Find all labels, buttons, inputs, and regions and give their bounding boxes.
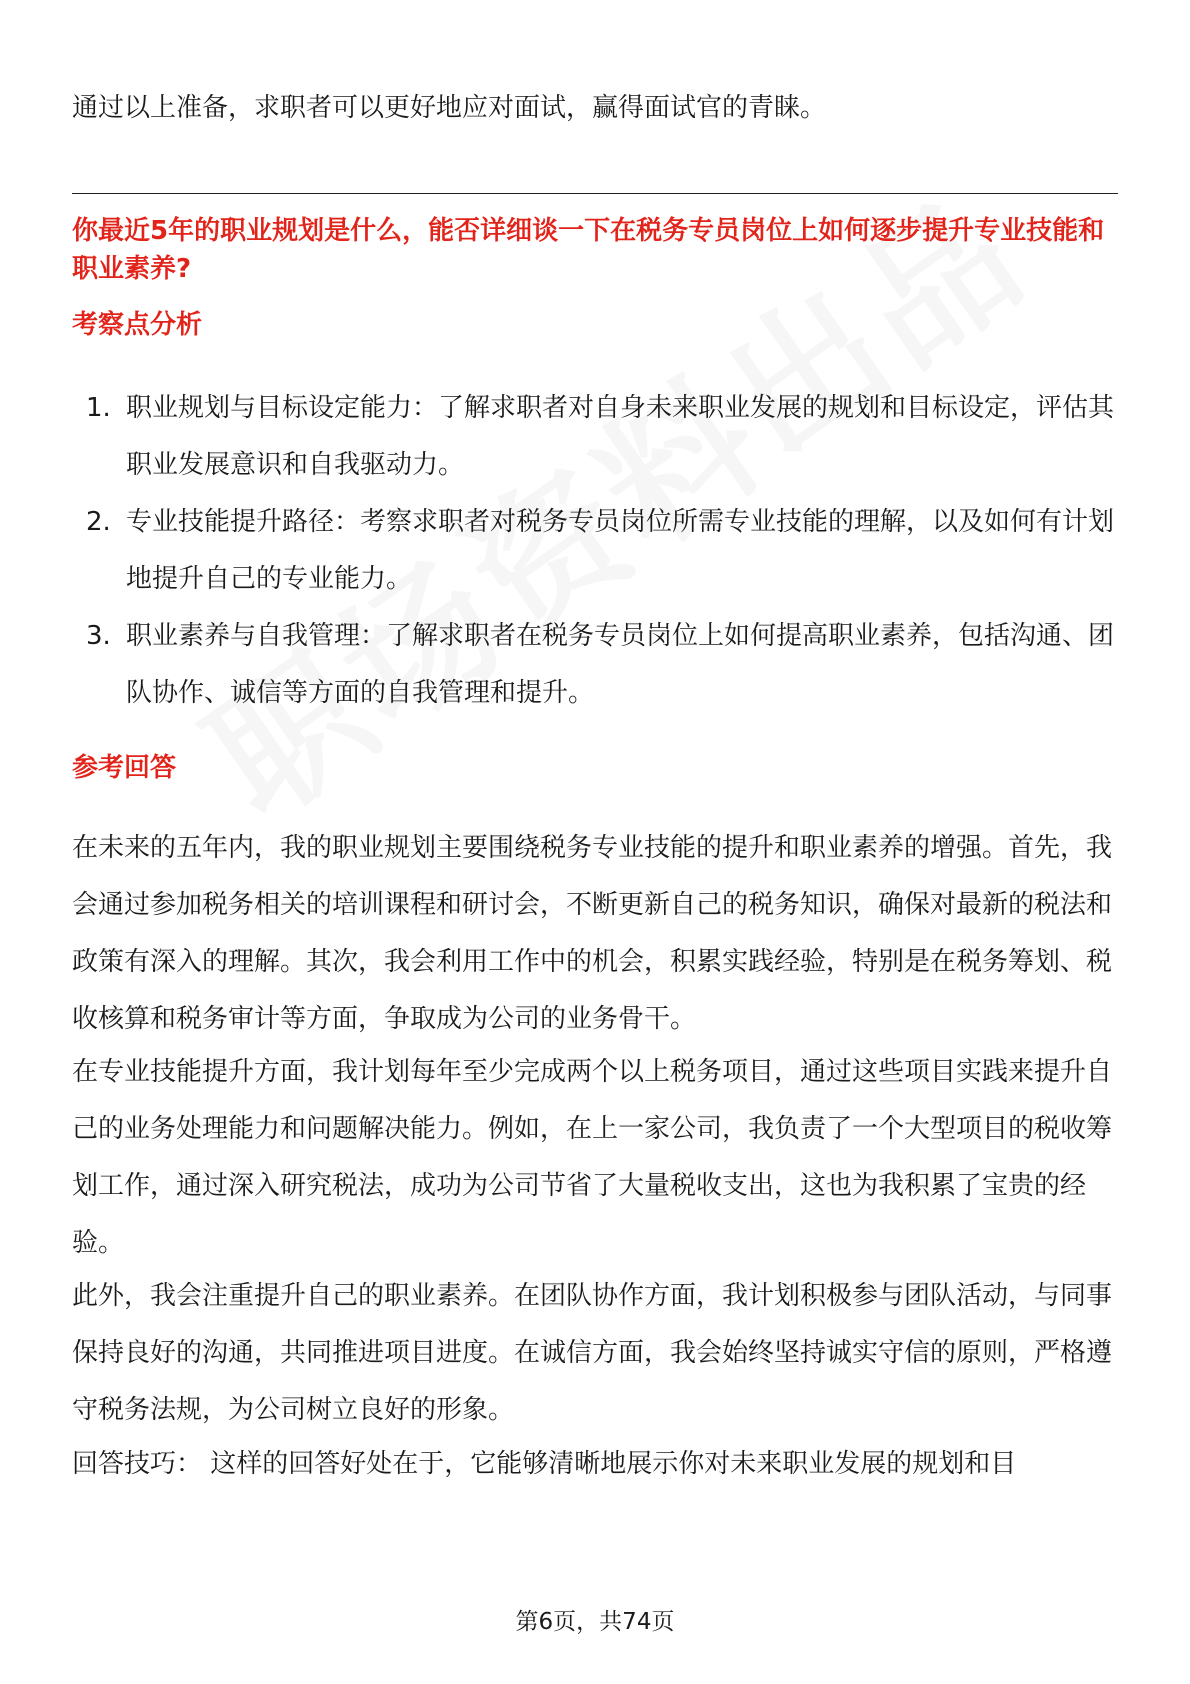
document-page bbox=[72, 0, 1118, 1684]
question-heading: 你最近5年的职业规划是什么，能否详细谈一下在税务专员岗位上如何逐步提升专业技能和职业素养? bbox=[72, 216, 1105, 284]
section-divider bbox=[72, 193, 1118, 194]
analysis-point bbox=[72, 380, 1118, 494]
point-text: 专业技能提升路径：考察求职者对税务专员岗位所需专业技能的理解，以及如何有计划地提升自己的专业能力。 bbox=[126, 507, 1115, 594]
answer-paragraph: 此外，我会注重提升自己的职业素养。在团队协作方面，我计划积极参与团队活动，与同事保持良好的沟通，共同推进项目进度。在诚信方面，我会始终坚持诚实守信的原则，严格遵守税务法规，为公司树立良好的形象。 bbox=[72, 1281, 1113, 1425]
answer-paragraph: 在专业技能提升方面，我计划每年至少完成两个以上税务项目，通过这些项目实践来提升自己的业务处理能力和问题解决能力。例如，在上一家公司，我负责了一个大型项目的税收筹划工作，通过深入研究税法，成功为公司节省了大量税收支出，这也为我积累了宝贵的经验。 bbox=[72, 1057, 1113, 1258]
analysis-title: 考察点分析 bbox=[72, 310, 203, 340]
point-number: 3. bbox=[86, 621, 111, 651]
analysis-point bbox=[72, 608, 1118, 722]
point-number: 1. bbox=[86, 393, 111, 423]
page-footer: 第6页，共74页 bbox=[515, 1609, 675, 1635]
intro-text: 通过以上准备，求职者可以更好地应对面试，赢得面试官的青睐。 bbox=[72, 93, 827, 123]
answer-paragraph: 在未来的五年内，我的职业规划主要围绕税务专业技能的提升和职业素养的增强。首先，我会通过参加税务相关的培训课程和研讨会，不断更新自己的税务知识，确保对最新的税法和政策有深入的理解。其次，我会利用工作中的机会，积累实践经验，特别是在税务筹划、税收核算和税务审计等方面，争取成为公司的业务骨干。 bbox=[72, 833, 1113, 1034]
answer-tips: 回答技巧： 这样的回答好处在于，它能够清晰地展示你对未来职业发展的规划和目 bbox=[72, 1449, 1017, 1479]
analysis-point bbox=[72, 494, 1118, 608]
point-text: 职业素养与自我管理：了解求职者在税务专员岗位上如何提高职业素养，包括沟通、团队协作、诚信等方面的自我管理和提升。 bbox=[126, 621, 1115, 708]
answer-title: 参考回答 bbox=[72, 753, 177, 783]
analysis-points bbox=[72, 380, 1118, 722]
point-text: 职业规划与目标设定能力：了解求职者对自身未来职业发展的规划和目标设定，评估其职业发展意识和自我驱动力。 bbox=[126, 393, 1115, 480]
point-number: 2. bbox=[86, 507, 111, 537]
